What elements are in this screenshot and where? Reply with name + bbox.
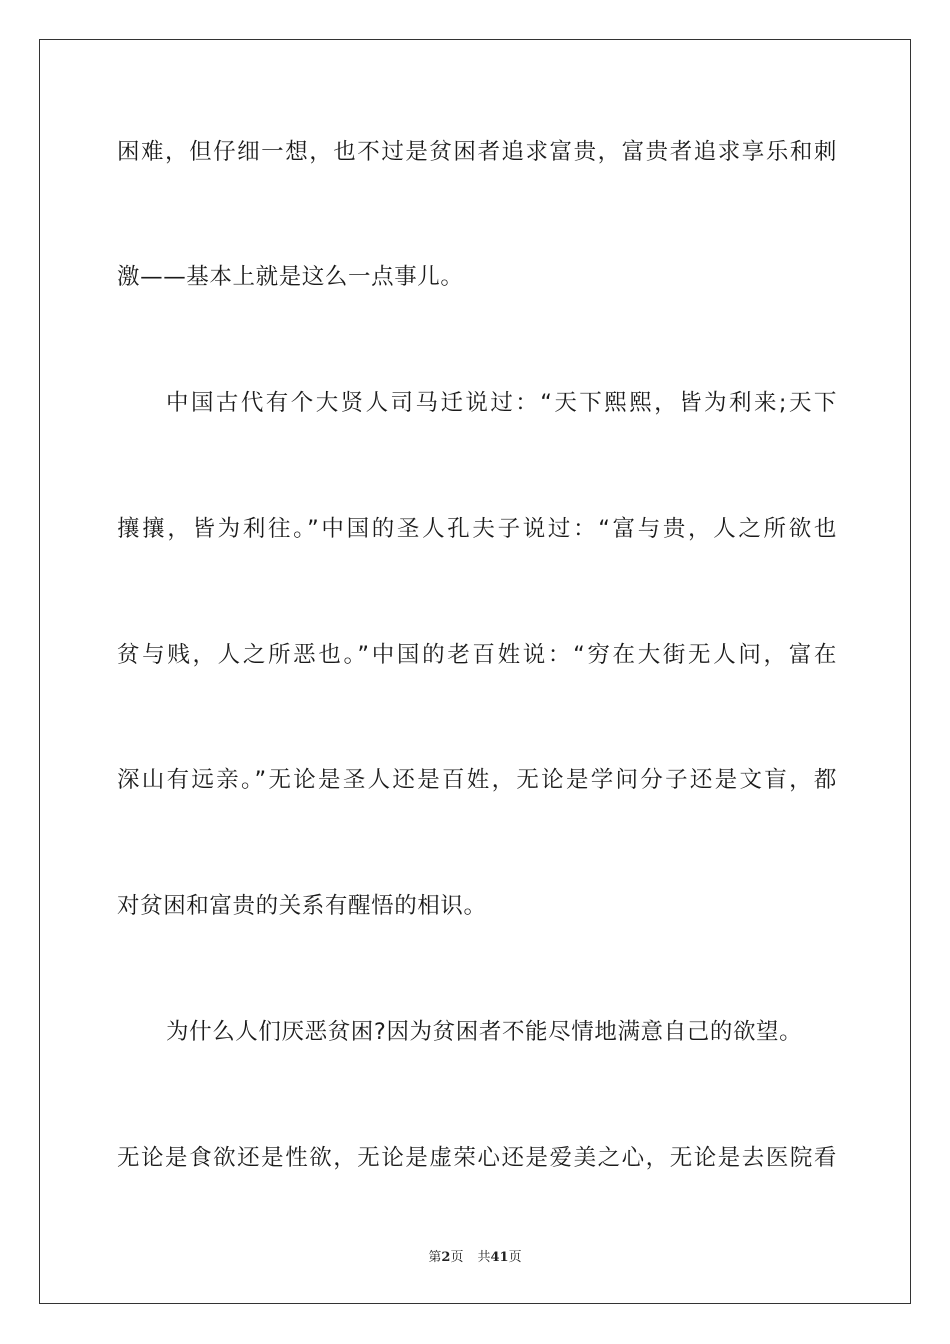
page-prefix: 第 (428, 1250, 442, 1265)
page-border (39, 39, 911, 1304)
page-number: 2 (441, 1250, 451, 1265)
total-suffix: 页 (508, 1250, 522, 1265)
text-line-7: 对贫困和富贵的关系有醒悟的相识。 (117, 893, 487, 919)
page-suffix: 页 (450, 1250, 464, 1265)
text-line-9: 无论是食欲还是性欲，无论是虚荣心还是爱美之心，无论是去医院看 (117, 1145, 837, 1171)
total-prefix: 共 (477, 1250, 491, 1265)
page-footer (0, 1246, 950, 1265)
text-line-8: 为什么人们厌恶贫困?因为贫困者不能尽情地满意自己的欲望。 (166, 1019, 803, 1045)
text-line-1: 困难，但仔细一想，也不过是贫困者追求富贵，富贵者追求享乐和刺 (117, 139, 837, 165)
text-line-3: 中国古代有个大贤人司马迁说过：“天下熙熙，皆为利来;天下 (166, 390, 837, 416)
text-line-5: 贫与贱，人之所恶也。”中国的老百姓说：“穷在大街无人问，富在 (117, 642, 837, 668)
text-line-6: 深山有远亲。”无论是圣人还是百姓，无论是学问分子还是文盲，都 (117, 767, 837, 793)
total-pages: 41 (490, 1250, 509, 1265)
text-line-2: 激——基本上就是这么一点事儿。 (117, 264, 464, 290)
text-line-4: 攘攘，皆为利往。”中国的圣人孔夫子说过：“富与贵，人之所欲也 (117, 516, 837, 542)
